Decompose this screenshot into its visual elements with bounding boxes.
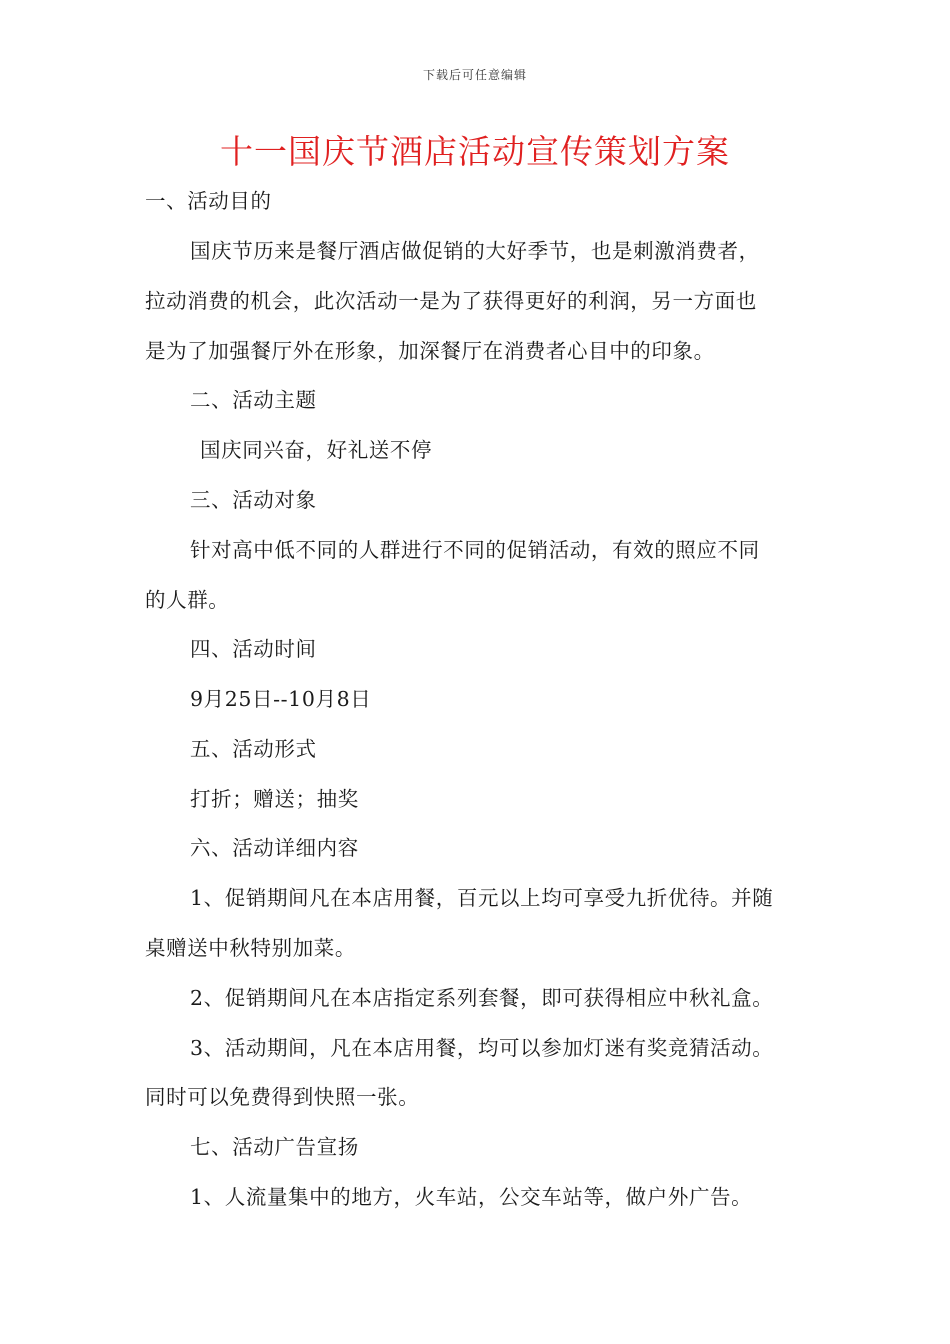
paragraph-line: 国庆节历来是餐厅酒店做促销的大好季节，也是刺激消费者， — [190, 239, 760, 263]
section-heading-audience: 三、活动对象 — [190, 488, 317, 512]
section-heading-advertising: 七、活动广告宣扬 — [190, 1135, 359, 1159]
paragraph-line: 桌赠送中秋特别加菜。 — [145, 936, 356, 960]
paragraph-line: 针对高中低不同的人群进行不同的促销活动，有效的照应不同 — [190, 538, 760, 562]
paragraph-line: 同时可以免费得到快照一张。 — [145, 1085, 420, 1109]
section-heading-theme: 二、活动主题 — [190, 388, 317, 412]
event-date-range: 9月25日--10月8日 — [190, 687, 372, 711]
list-item: 1、促销期间凡在本店用餐，百元以上均可享受九折优待。并随 — [190, 886, 774, 910]
format-text: 打折；赠送；抽奖 — [190, 787, 359, 811]
paragraph-line: 的人群。 — [145, 588, 230, 612]
list-item: 1、人流量集中的地方，火车站，公交车站等，做户外广告。 — [190, 1185, 753, 1209]
list-item: 3、活动期间，凡在本店用餐，均可以参加灯迷有奖竞猜活动。 — [190, 1036, 774, 1060]
section-heading-details: 六、活动详细内容 — [190, 836, 359, 860]
theme-text: 国庆同兴奋，好礼送不停 — [200, 438, 433, 462]
header-note: 下载后可任意编辑 — [422, 68, 527, 82]
section-heading-format: 五、活动形式 — [190, 737, 317, 761]
section-heading-time: 四、活动时间 — [190, 637, 317, 661]
document-title: 十一国庆节酒店活动宣传策划方案 — [220, 132, 730, 171]
paragraph-line: 是为了加强餐厅外在形象，加深餐厅在消费者心目中的印象。 — [145, 339, 715, 363]
list-item: 2、促销期间凡在本店指定系列套餐，即可获得相应中秋礼盒。 — [190, 986, 774, 1010]
paragraph-line: 拉动消费的机会，此次活动一是为了获得更好的利润，另一方面也 — [145, 289, 757, 313]
section-heading-purpose: 一、活动目的 — [145, 189, 272, 213]
